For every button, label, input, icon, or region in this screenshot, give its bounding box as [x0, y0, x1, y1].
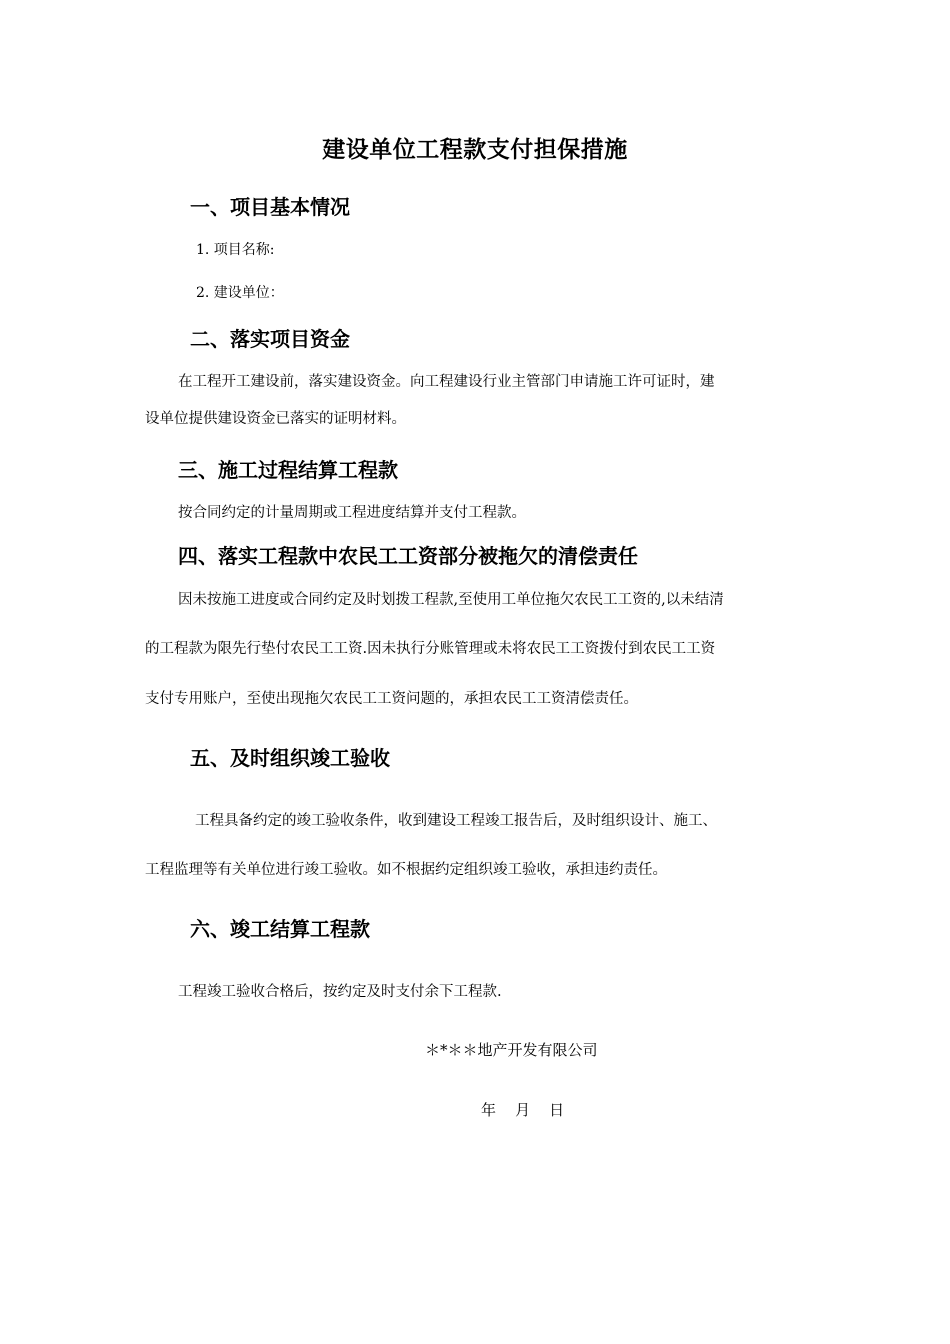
section-heading-final-payment: 六、竣工结算工程款	[190, 917, 370, 941]
section-heading-wages: 四、落实工程款中农民工工资部分被拖欠的清偿责任	[178, 544, 638, 568]
paragraph-line: 在工程开工建设前，落实建设资金。向工程建设行业主管部门申请施工许可证时，建	[178, 374, 715, 390]
signature-date: 年 月 日	[481, 1101, 565, 1119]
paragraph-line: 按合同约定的计量周期或工程进度结算并支付工程款。	[178, 505, 526, 521]
paragraph-line: 的工程款为限先行垫付农民工工资.因未执行分账管理或未将农民工工资拨付到农民工工资	[145, 641, 716, 657]
paragraph-line: 设单位提供建设资金已落实的证明材料。	[145, 411, 406, 427]
paragraph-line: 工程具备约定的竣工验收条件，收到建设工程竣工报告后，及时组织设计、施工、	[195, 813, 717, 829]
paragraph-line: 工程监理等有关单位进行竣工验收。如不根据约定组织竣工验收，承担违约责任。	[145, 862, 667, 878]
item-project-name: 1. 项目名称:	[196, 242, 275, 258]
section-heading-basic-info: 一、项目基本情况	[190, 195, 350, 219]
section-heading-acceptance: 五、及时组织竣工验收	[190, 746, 390, 770]
section-heading-settlement: 三、施工过程结算工程款	[178, 458, 398, 482]
document-title: 建设单位工程款支付担保措施	[322, 136, 628, 163]
section-heading-funds: 二、落实项目资金	[190, 327, 350, 351]
item-construction-unit: 2. 建设单位：	[196, 285, 284, 301]
paragraph-line: 因未按施工进度或合同约定及时划拨工程款,至使用工单位拖欠农民工工资的,以未结清	[178, 592, 724, 608]
paragraph-line: 工程竣工验收合格后，按约定及时支付余下工程款.	[178, 984, 502, 1000]
signature-company: ＊*＊＊地产开发有限公司	[425, 1041, 598, 1059]
paragraph-line: 支付专用账户，至使出现拖欠农民工工资问题的，承担农民工工资清偿责任。	[145, 691, 638, 707]
